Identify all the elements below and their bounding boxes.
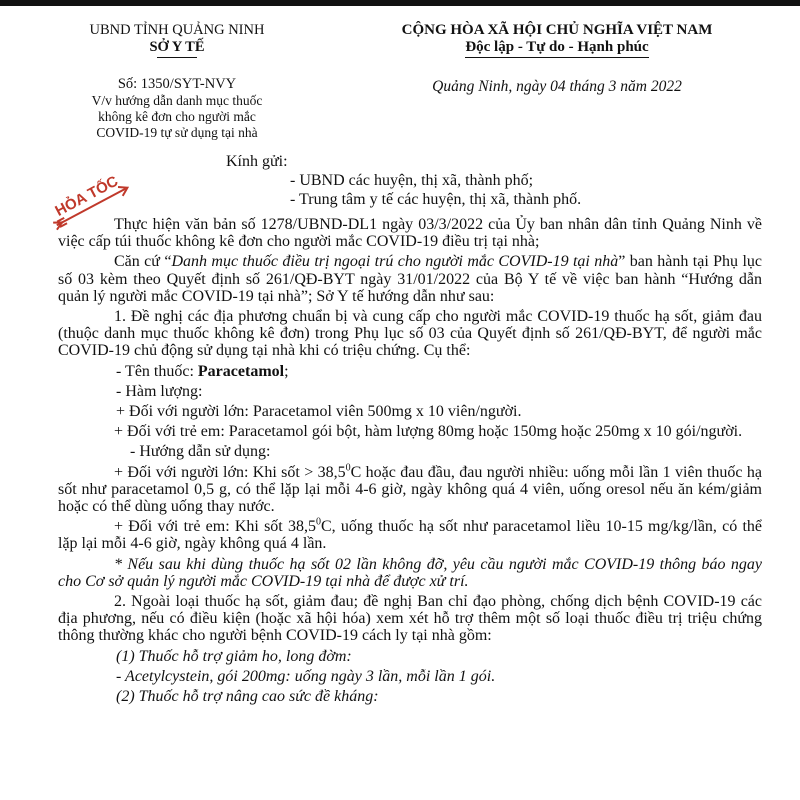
- urgent-stamp-text: HỎA TỐC: [52, 172, 121, 220]
- paragraph-section-1: 1. Đề nghị các địa phương chuẩn bị và cung cấp cho người mắc COVID-19 thuốc hạ sốt, giảm đau (thuộc danh mục thuốc không kê đơn) trong Phụ lục số 03 của Quyết định số 261/QĐ-BYT, để người mắc COVID-19 chủ động sử dụng tại nhà khi có triệu chứng. Cụ thể:: [58, 308, 762, 360]
- document-subject: V/v hướng dẫn danh mục thuốc không kê đơn cho người mắc COVID-19 tự sử dụng tại nhà: [91, 93, 263, 140]
- national-header: [322, 22, 792, 95]
- item-cough-medicine: (1) Thuốc hỗ trợ giảm ho, long đờm:: [116, 647, 352, 665]
- agency-name: UBND TỈNH QUẢNG NINH: [89, 22, 265, 38]
- recipient-item: - Trung tâm y tế các huyện, thị xã, thành phố.: [290, 191, 582, 208]
- usage-label: - Hướng dẫn sử dụng:: [130, 443, 271, 461]
- salutation: Kính gửi:: [226, 153, 288, 170]
- paragraph-reference: Thực hiện văn bản số 1278/UBND-DL1 ngày 03/3/2022 của Ủy ban nhân dân tỉnh Quảng Ninh về việc cấp túi thuốc không kê đơn cho người mắc COVID-19 điều trị tại nhà;: [58, 216, 762, 251]
- guideline-title: Danh mục thuốc điều trị ngoại trú cho người mắc COVID-19 tại nhà: [171, 253, 619, 271]
- scan-top-edge: [0, 0, 800, 6]
- recipient-item: - UBND các huyện, thị xã, thành phố;: [290, 172, 534, 189]
- strength-child: + Đối với trẻ em: Paracetamol gói bột, hàm lượng 80mg hoặc 150mg hoặc 250mg x 10 gói/người.: [114, 423, 743, 441]
- paragraph-legal-basis: Căn cứ “Danh mục thuốc điều trị ngoại trú cho người mắc COVID-19 tại nhà” ban hành tại Phụ lục số 03 kèm theo Quyết định số 261/QĐ-BYT ngày 31/01/2022 của Bộ Y tế về việc ban hành “Hướng dẫn quản lý người mắc COVID-19 tại nhà”; Sở Y tế hướng dẫn như sau:: [58, 253, 762, 305]
- strength-adult: + Đối với người lớn: Paracetamol viên 500mg x 10 viên/người.: [116, 403, 522, 421]
- item-acetylcysteine: - Acetylcystein, gói 200mg: uống ngày 3 lần, mỗi lần 1 gói.: [116, 667, 496, 685]
- drug-name-line: - Tên thuốc: Paracetamol;: [116, 362, 289, 380]
- usage-child: + Đối với trẻ em: Khi sốt 38,5$^0$C, uống thuốc hạ sốt như paracetamol liều 10-15 mg/kg/lần, có thể lặp lại mỗi 4-6 giờ, ngày không quá 4 lần.: [58, 516, 763, 553]
- strength-label: - Hàm lượng:: [116, 382, 203, 400]
- fever-note: * Nếu sau khi dùng thuốc hạ sốt 02 lần không đỡ, yêu cầu người mắc COVID-19 thông báo ngay cho Cơ sở quản lý người mắc COVID-19 tại nhà để được xử trí.: [58, 555, 762, 590]
- paragraph-section-2: 2. Ngoài loại thuốc hạ sốt, giảm đau; đề nghị Ban chỉ đạo phòng, chống dịch bệnh COVID-19 các địa phương, nếu có điều kiện (hoặc xã hội hóa) xem xét hỗ trợ thêm một số loại thuốc điều trị triệu chứng thông thường khác cho người bệnh COVID-19 cách ly tại nhà gồm:: [58, 593, 762, 645]
- document-number: Số: 1350/SYT-NVY: [117, 76, 237, 92]
- item-immunity-support: (2) Thuốc hỗ trợ nâng cao sức đề kháng:: [116, 688, 379, 706]
- place-date: Quảng Ninh, ngày 04 tháng 3 năm 2022: [432, 78, 682, 95]
- document-body: [58, 216, 762, 705]
- nation-title: CỘNG HÒA XÃ HỘI CHỦ NGHĨA VIỆT NAM: [401, 22, 713, 38]
- department-name: SỞ Y TẾ: [149, 39, 205, 55]
- recipient-list: [290, 171, 581, 209]
- usage-adult: + Đối với người lớn: Khi sốt > $38,5^0C$ hoặc đau đầu, đau người nhiều: uống mỗi lần 1 viên thuốc hạ sốt như paracetamol 0,5 g, có thể lặp lại mỗi 4-6 giờ, ngày không quá 4 viên, uống oresol nếu ăn kém/giảm hoặc có thể dùng uống thay nước.: [58, 462, 762, 516]
- sender-header: [52, 22, 302, 141]
- national-motto: Độc lập - Tự do - Hạnh phúc: [465, 39, 649, 55]
- drug-name: Paracetamol: [197, 362, 285, 380]
